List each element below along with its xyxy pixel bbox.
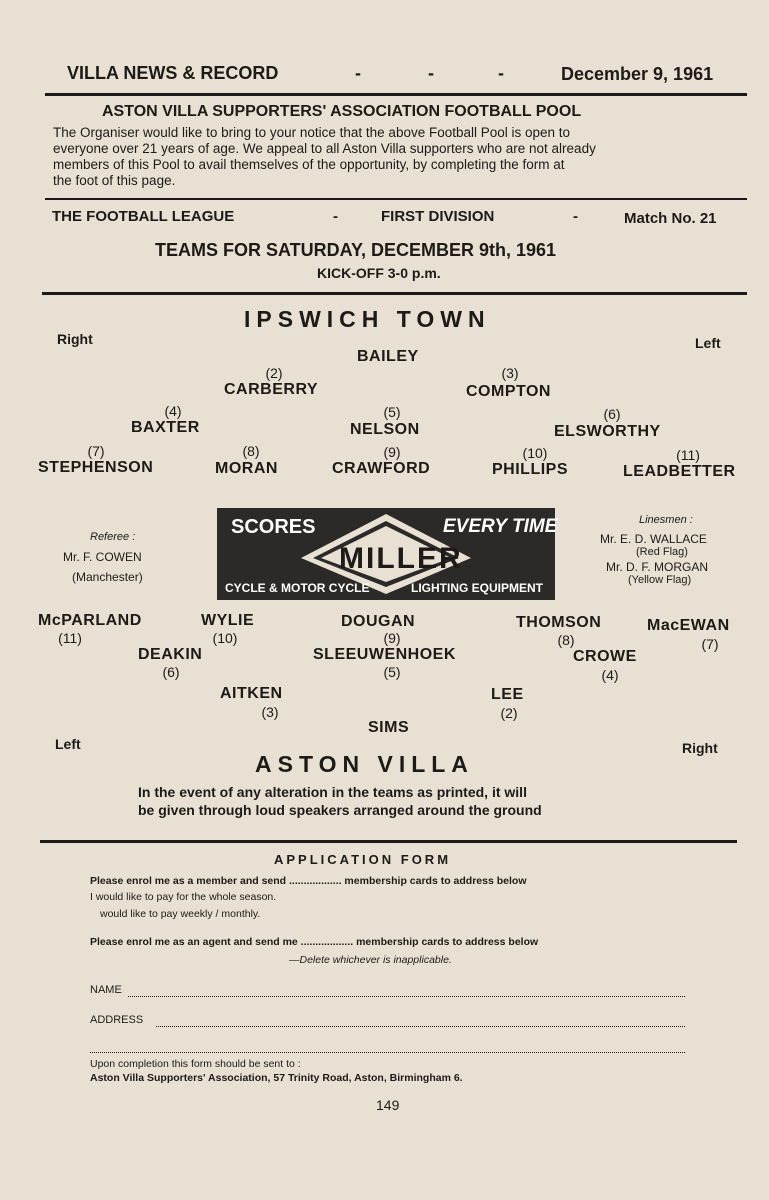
notice-line: the foot of this page. — [53, 173, 176, 188]
player-name: COMPTON — [466, 383, 551, 400]
advert-bottom-left: CYCLE & MOTOR CYCLE — [225, 581, 370, 595]
player-name: DOUGAN — [341, 613, 416, 630]
dash: - — [428, 63, 434, 83]
advert-right-text: EVERY TIME — [443, 516, 558, 537]
notice-line: everyone over 21 years of age. We appeal to all Aston Villa supporters who are not already — [53, 141, 596, 156]
linesman-flag: (Yellow Flag) — [628, 574, 692, 586]
linesmen-label: Linesmen : — [639, 514, 693, 526]
miller-advert — [217, 508, 558, 600]
referee-name: Mr. F. COWEN — [63, 550, 142, 564]
player-number: (7) — [701, 636, 719, 652]
linesman-flag: (Red Flag) — [636, 546, 688, 558]
player-number: (5) — [383, 664, 401, 680]
header-rule — [45, 93, 747, 96]
form-line: Please enrol me as a member and send .................. membership cards to address below — [90, 875, 527, 887]
left-label: Left — [55, 736, 81, 752]
form-title: APPLICATION FORM — [274, 852, 452, 867]
match-number: Match No. 21 — [624, 210, 717, 227]
right-label: Right — [682, 740, 718, 756]
page-number: 149 — [376, 1097, 400, 1113]
send-label: Upon completion this form should be sent to : — [90, 1058, 301, 1070]
address-label: ADDRESS — [90, 1014, 144, 1026]
player-name: BAILEY — [357, 348, 419, 365]
referee-town: (Manchester) — [72, 570, 143, 584]
player-name: THOMSON — [516, 614, 602, 631]
right-label: Right — [57, 331, 93, 347]
form-line: would like to pay weekly / monthly. — [100, 908, 261, 920]
player-number: (6) — [162, 664, 180, 680]
notice-title: ASTON VILLA SUPPORTERS' ASSOCIATION FOOTBALL POOL — [102, 103, 582, 120]
player-name: NELSON — [350, 421, 420, 438]
player-number: (10) — [522, 445, 548, 461]
player-number: (7) — [87, 443, 105, 459]
notice-line: The Organiser would like to bring to your notice that the above Football Pool is open to — [53, 125, 571, 140]
player-number: (5) — [383, 404, 401, 420]
teams-title: TEAMS FOR SATURDAY, DECEMBER 9th, 1961 — [155, 240, 557, 260]
address-field[interactable] — [156, 1026, 685, 1027]
player-number: (2) — [265, 365, 283, 381]
away-team-name: ASTON VILLA — [255, 751, 474, 777]
linesman-name: Mr. D. F. MORGAN — [606, 560, 708, 574]
player-number: (3) — [261, 704, 279, 720]
referee-label: Referee : — [90, 531, 136, 543]
publication-title: VILLA NEWS & RECORD — [67, 63, 279, 83]
notice-rule — [45, 198, 747, 200]
player-name: DEAKIN — [138, 646, 203, 663]
player-number: (6) — [603, 406, 621, 422]
home-team-name: IPSWICH TOWN — [244, 306, 491, 332]
player-number: (2) — [500, 705, 518, 721]
kickoff-time: KICK-OFF 3-0 p.m. — [317, 265, 441, 281]
player-number: (9) — [383, 444, 401, 460]
alteration-note: In the event of any alteration in the teams as printed, it will — [138, 784, 527, 800]
advert-bottom-right: LIGHTING EQUIPMENT — [411, 581, 543, 595]
sep: - — [573, 208, 578, 225]
form-rule — [40, 840, 737, 843]
linesman-name: Mr. E. D. WALLACE — [600, 532, 707, 546]
notice-line: members of this Pool to avail themselves of the opportunity, by completing the form at — [53, 157, 565, 172]
left-label: Left — [695, 335, 721, 351]
issue-date: December 9, 1961 — [561, 64, 714, 84]
player-number: (8) — [242, 443, 260, 459]
player-name: STEPHENSON — [38, 459, 154, 476]
form-line: I would like to pay for the whole season. — [90, 891, 277, 903]
player-name: CRAWFORD — [332, 460, 431, 477]
advert-left-text: SCORES — [231, 516, 316, 538]
player-number: (4) — [601, 667, 619, 683]
dash: - — [355, 63, 361, 83]
dash: - — [498, 63, 504, 83]
player-name: MORAN — [215, 460, 278, 477]
division-label: FIRST DIVISION — [381, 208, 495, 225]
player-number: (9) — [383, 630, 401, 646]
player-name: McPARLAND — [38, 612, 142, 629]
player-name: BAXTER — [131, 419, 200, 436]
player-name: LEE — [491, 686, 524, 703]
player-name: PHILLIPS — [492, 461, 569, 478]
send-address: Aston Villa Supporters' Association, 57 Trinity Road, Aston, Birmingham 6. — [90, 1072, 463, 1084]
player-name: CROWE — [573, 648, 637, 665]
player-name: WYLIE — [201, 612, 255, 629]
player-number: (3) — [501, 365, 519, 381]
player-name: CARBERRY — [224, 381, 319, 398]
player-name: SLEEUWENHOEK — [313, 646, 456, 663]
player-number: (4) — [164, 403, 182, 419]
player-name: SIMS — [368, 719, 410, 736]
advert-brand: MILLER — [339, 542, 463, 575]
player-number: (10) — [212, 630, 238, 646]
player-number: (8) — [557, 632, 575, 648]
form-line: —Delete whichever is inapplicable. — [289, 954, 452, 966]
form-line: Please enrol me as an agent and send me .................. membership cards to address below — [90, 936, 539, 948]
player-number: (11) — [58, 630, 82, 646]
sep: - — [333, 208, 338, 225]
player-name: AITKEN — [220, 685, 283, 702]
player-name: LEADBETTER — [623, 463, 736, 480]
name-label: NAME — [90, 984, 122, 996]
player-number: (11) — [676, 447, 700, 463]
player-name: MacEWAN — [647, 617, 730, 634]
alteration-note: be given through loud speakers arranged around the ground — [138, 802, 542, 818]
player-name: ELSWORTHY — [554, 423, 661, 440]
address-field-line2[interactable] — [90, 1052, 685, 1053]
league-label: THE FOOTBALL LEAGUE — [52, 208, 235, 225]
teams-rule — [42, 292, 747, 295]
name-field[interactable] — [128, 996, 685, 997]
